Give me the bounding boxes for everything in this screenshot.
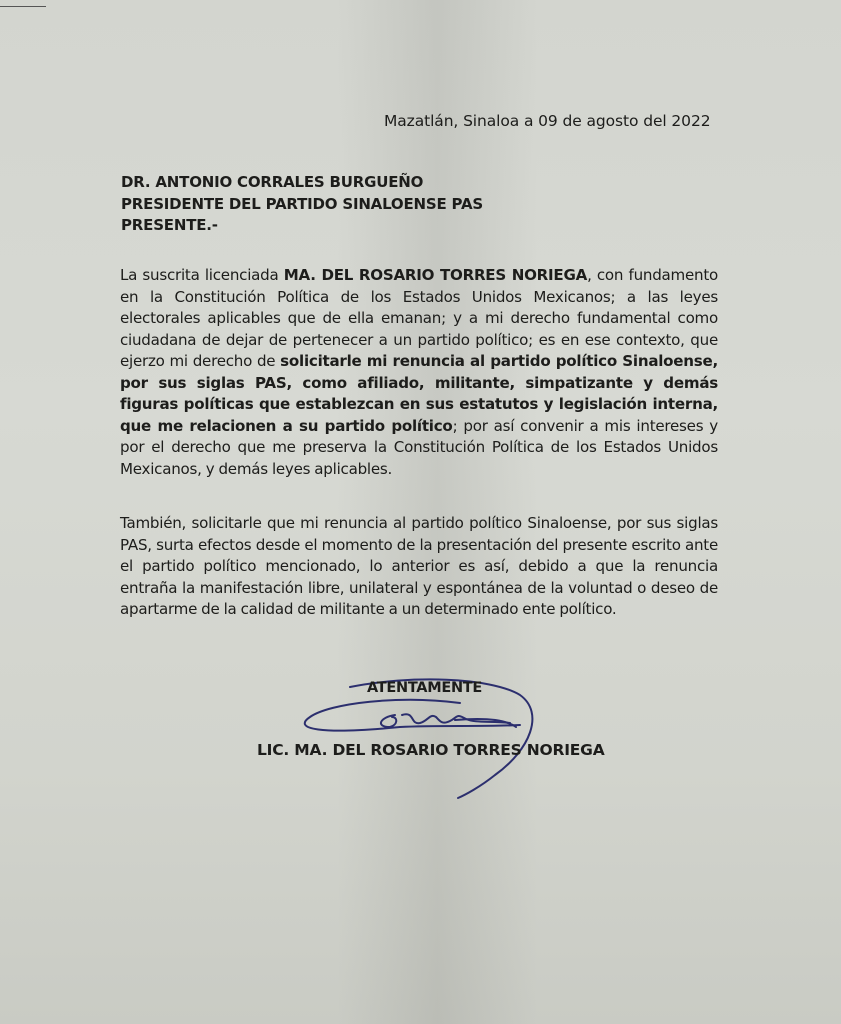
paragraph-text: ; por así convenir a mis intereses y por el derecho que me preserva la Constitución Política de los Estados Unidos Mexicanos, y demás leyes aplicables. xyxy=(120,416,718,478)
paragraph-text: La suscrita licenciada xyxy=(120,266,284,284)
page-edge-mark xyxy=(0,6,46,7)
paragraph-bold-name: MA. DEL ROSARIO TORRES NORIEGA xyxy=(283,266,588,284)
date-line: Mazatlán, Sinaloa a 09 de agosto del 2022 xyxy=(384,112,711,130)
recipient-presente: PRESENTE.- xyxy=(121,216,218,234)
paragraph-text: , con fundamento en la Constitución Política de los Estados Unidos Mexicanos; a las leyes electorales aplicables que de ella emanan; y a mi derecho fundamental como ciudadana de dejar de pertenecer a un partido político; es en ese contexto, que ejerzo mi derecho de xyxy=(120,266,718,370)
closing-atentamente: ATENTAMENTE xyxy=(367,680,482,696)
recipient-title: PRESIDENTE DEL PARTIDO SINALOENSE PAS xyxy=(121,194,483,213)
body-paragraph-2: También, solicitarle que mi renuncia al partido político Sinaloense, por sus siglas PAS, surta efectos desde el momento de la presentación del presente escrito ante el partido político mencionado, lo anterior es así, debido a que la renuncia entraña la manifestación libre, unilateral y espontánea de la voluntad o deseo de apartarme de la calidad de militante a un determinado ente político. xyxy=(120,514,718,618)
body-paragraph-1 xyxy=(120,265,718,480)
recipient-block xyxy=(121,172,483,237)
paragraph-bold-request: solicitarle mi renuncia al partido político Sinaloense, por sus siglas PAS, como afiliado, militante, simpatizante y demás figuras políticas que establezcan en sus estatutos y legislación interna, que me relacionen a su partido político xyxy=(120,352,718,435)
signer-name: LIC. MA. DEL ROSARIO TORRES NORIEGA xyxy=(257,741,605,759)
recipient-name: DR. ANTONIO CORRALES BURGUEÑO xyxy=(121,173,424,191)
